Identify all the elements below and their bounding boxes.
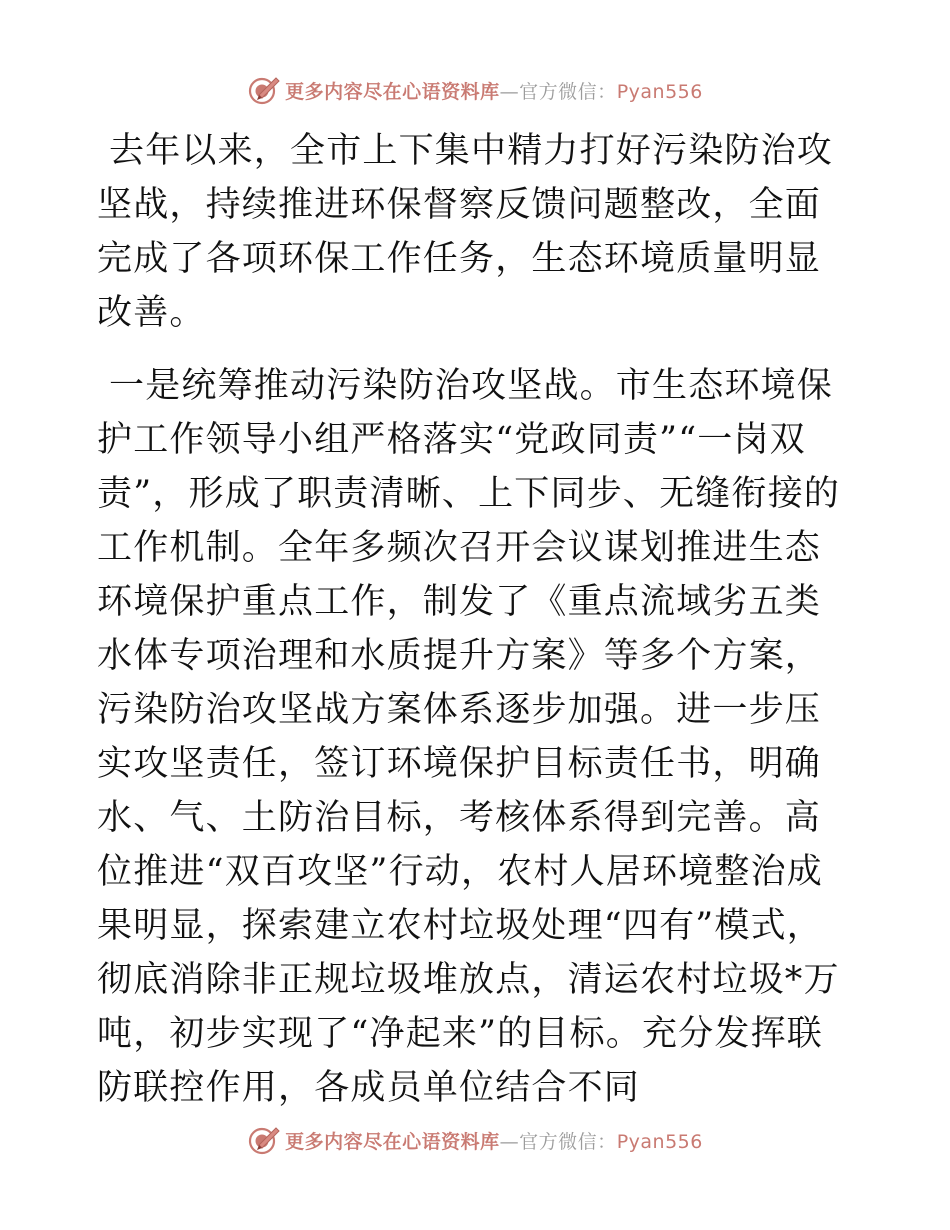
banner-dash: — bbox=[499, 1130, 520, 1153]
banner-wechat-handle: Pyan556 bbox=[616, 1130, 703, 1153]
paragraph bbox=[97, 124, 857, 340]
paragraph-text: 去年以来，全市上下集中精力打好污染防治攻坚战，持续推进环保督察反馈问题整改，全面完成了各项环保工作任务，生态环境质量明显改善。 bbox=[97, 131, 834, 333]
pen-logo-icon bbox=[247, 73, 281, 107]
banner-text bbox=[285, 77, 703, 104]
banner-wechat-handle: Pyan556 bbox=[616, 80, 703, 103]
banner-text bbox=[285, 1127, 703, 1154]
banner-wechat-label: 官方微信： bbox=[519, 80, 617, 103]
document-body bbox=[97, 124, 857, 1115]
paragraph-text: 一是统筹推动污染防治攻坚战。市生态环境保护工作领导小组严格落实“党政同责”“一岗双责”，形成了职责清晰、上下同步、无缝衔接的工作机制。全年多频次召开会议谋划推进生态环境保护重点工作，制发了《重点流域劣五类水体专项治理和水质提升方案》等多个方案，污染防治攻坚战方案体系逐步加强。进一步压实攻坚责任，签订环境保护目标责任书，明确水、气、土防治目标，考核体系得到完善。高位推进“双百攻坚”行动，农村人居环境整治成果明显，探索建立农村垃圾处理“四有”模式，彻底消除非正规垃圾堆放点，清运农村垃圾*万吨，初步实现了“净起来”的目标。充分发挥联防联控作用，各成员单位结合不同 bbox=[97, 366, 841, 1108]
pen-logo-icon bbox=[247, 1123, 281, 1157]
banner-dash: — bbox=[499, 80, 520, 103]
banner-wechat-label: 官方微信： bbox=[519, 1130, 617, 1153]
header-banner bbox=[0, 70, 950, 110]
banner-title: 更多内容尽在心语资料库 bbox=[285, 1130, 500, 1153]
paragraph bbox=[97, 359, 857, 1115]
banner-title: 更多内容尽在心语资料库 bbox=[285, 80, 500, 103]
footer-banner bbox=[0, 1120, 950, 1160]
